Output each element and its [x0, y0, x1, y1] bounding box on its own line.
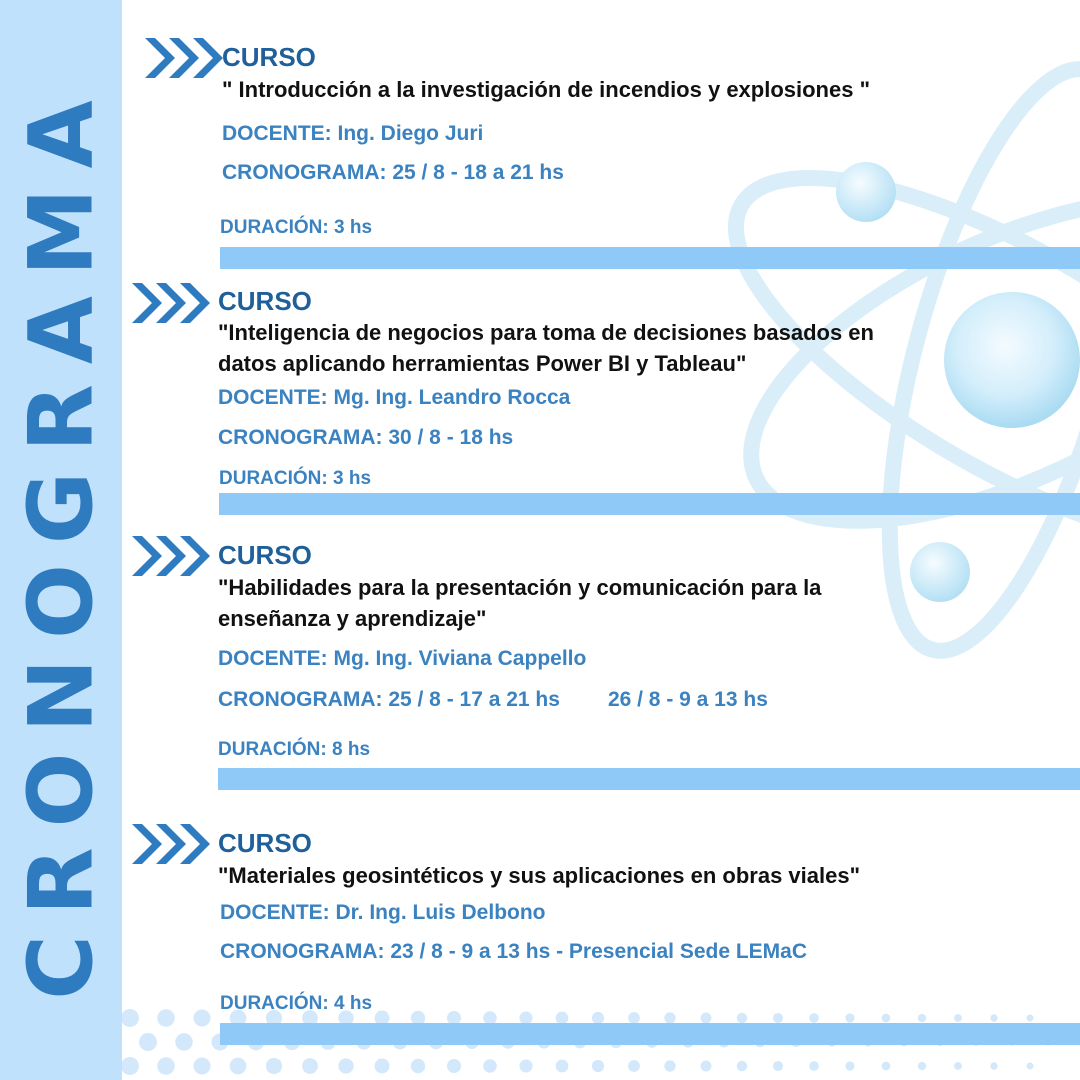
course-docente: DOCENTE: Mg. Ing. Viviana Cappello	[218, 647, 587, 670]
dot-shape	[230, 1058, 247, 1075]
dot-shape	[1027, 1015, 1034, 1022]
course-title-line: "Materiales geosintéticos y sus aplicaciones en obras viales"	[218, 863, 861, 888]
course-title-line: "Habilidades para la presentación y comunicación para la	[218, 575, 822, 600]
course-title-line: "Inteligencia de negocios para toma de decisiones basados en	[218, 320, 874, 345]
dot-shape	[990, 1062, 997, 1069]
dot-shape	[954, 1014, 962, 1022]
dot-shape	[338, 1058, 353, 1073]
dot-shape	[737, 1061, 748, 1072]
course-duracion: DURACIÓN: 8 hs	[218, 739, 371, 760]
course-label: CURSO	[222, 42, 316, 72]
dot-shape	[483, 1059, 497, 1073]
divider-bar	[220, 1023, 1080, 1045]
course-cronograma: CRONOGRAMA: 25 / 8 - 18 a 21 hs	[222, 161, 564, 184]
course-title	[218, 317, 874, 379]
course-title-line: datos aplicando herramientas Power BI y Tableau"	[218, 351, 747, 376]
dot-shape	[157, 1057, 175, 1075]
dot-shape	[701, 1013, 712, 1024]
dot-shape	[157, 1009, 175, 1027]
course-label: CURSO	[218, 286, 312, 316]
chevrons-icon	[132, 283, 210, 323]
divider-bar	[219, 493, 1080, 515]
course-title	[222, 74, 870, 105]
nucleus-shape	[944, 292, 1080, 428]
dot-shape	[592, 1060, 604, 1072]
dot-shape	[845, 1061, 854, 1070]
dot-shape	[266, 1058, 282, 1074]
dot-shape	[175, 1033, 193, 1051]
electron-shape	[836, 162, 896, 222]
dot-shape	[556, 1060, 569, 1073]
chevrons-icon	[132, 824, 210, 864]
divider-bar	[218, 768, 1080, 790]
dot-shape	[519, 1059, 532, 1072]
sidebar-title: CRONOGRAMA	[9, 80, 113, 1000]
divider-bar	[220, 247, 1080, 269]
dot-shape	[990, 1014, 997, 1021]
electron-shape	[910, 542, 970, 602]
course-title-line: " Introducción a la investigación de incendios y explosiones "	[222, 77, 871, 102]
dot-shape	[122, 1009, 139, 1027]
course-duracion: DURACIÓN: 3 hs	[220, 217, 373, 238]
course-cronograma: CRONOGRAMA: 23 / 8 - 9 a 13 hs - Presencial Sede LEMaC	[220, 940, 808, 963]
dot-shape	[193, 1009, 210, 1026]
dot-shape	[954, 1062, 962, 1070]
cronograma-secondary: 26 / 8 - 9 a 13 hs	[607, 688, 768, 711]
dot-shape	[809, 1013, 819, 1023]
dot-shape	[411, 1059, 425, 1073]
course-cronograma: CRONOGRAMA: 30 / 8 - 18 hs	[218, 426, 514, 449]
dot-shape	[447, 1059, 461, 1073]
cronograma-primary: CRONOGRAMA: 25 / 8 - 17 a 21 hs	[218, 688, 560, 711]
course-title	[218, 860, 860, 891]
dot-shape	[737, 1013, 748, 1024]
chevrons-icon	[145, 38, 223, 78]
dot-shape	[1027, 1063, 1034, 1070]
dot-shape	[882, 1014, 891, 1023]
dot-shape	[918, 1014, 926, 1022]
dot-shape	[375, 1059, 390, 1074]
dot-shape	[628, 1060, 640, 1072]
dot-shape	[845, 1013, 854, 1022]
dot-shape	[139, 1033, 157, 1051]
course-docente: DOCENTE: Dr. Ing. Luis Delbono	[220, 901, 546, 924]
dot-shape	[918, 1062, 926, 1070]
chevrons-icon	[132, 536, 210, 576]
course-label: CURSO	[218, 540, 312, 570]
dot-shape	[664, 1060, 675, 1071]
course-docente: DOCENTE: Ing. Diego Juri	[222, 122, 484, 145]
dot-shape	[664, 1012, 675, 1023]
course-duracion: DURACIÓN: 4 hs	[220, 993, 373, 1014]
course-duracion: DURACIÓN: 3 hs	[219, 468, 372, 489]
course-cronograma	[218, 688, 768, 712]
dot-shape	[193, 1057, 210, 1074]
course-title-line: enseñanza y aprendizaje"	[218, 606, 487, 631]
dot-shape	[773, 1061, 783, 1071]
dot-shape	[773, 1013, 783, 1023]
course-title	[218, 572, 821, 634]
dot-shape	[809, 1061, 819, 1071]
dot-shape	[302, 1058, 318, 1074]
dot-shape	[122, 1057, 139, 1075]
course-docente: DOCENTE: Mg. Ing. Leandro Rocca	[218, 386, 571, 409]
dot-shape	[701, 1061, 712, 1072]
course-label: CURSO	[218, 828, 312, 858]
dot-shape	[882, 1062, 891, 1071]
